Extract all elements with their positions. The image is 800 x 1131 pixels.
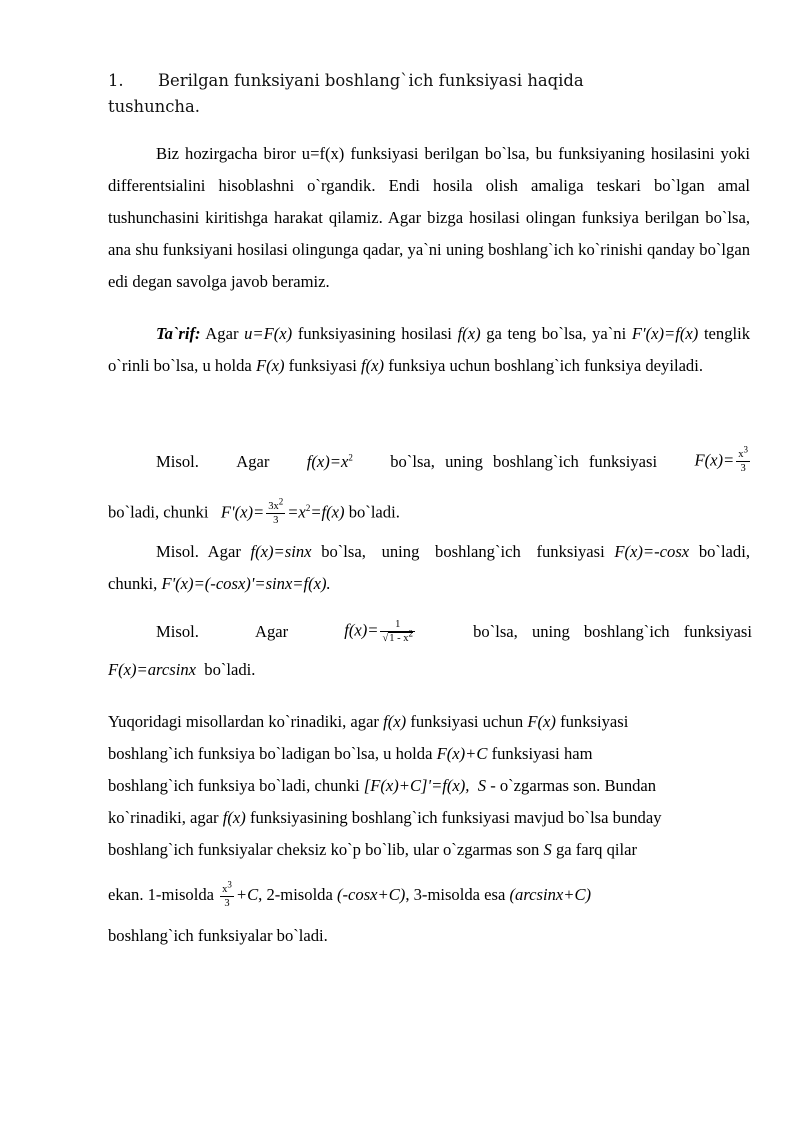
- summary-math: f(x): [222, 808, 246, 827]
- summary-text: Yuqoridagi misollardan ko`rinadiki, agar: [108, 712, 379, 731]
- example-1-line-2: [108, 496, 750, 527]
- example-3-label: Misol.: [156, 621, 199, 641]
- definition-math: u=F(x): [244, 324, 293, 343]
- summary-text: boshlang`ich funksiya bo`ladigan bo`lsa, u holda: [108, 744, 433, 763]
- example-math: F'(x)=: [220, 502, 265, 522]
- example-text: bo`ladi, chunki: [108, 502, 209, 522]
- exponent: 2: [278, 496, 284, 507]
- example-3-line-2: [108, 660, 750, 680]
- heading-title-line-2: tushuncha.: [108, 97, 200, 116]
- example-text: Agar: [207, 542, 241, 561]
- example-1-line-1: [108, 444, 752, 475]
- fraction-numerator: x: [222, 883, 228, 895]
- summary-line-5: [108, 840, 750, 860]
- definition-text: funksiyasining hosilasi: [297, 324, 452, 343]
- summary-math: S: [477, 776, 487, 795]
- definition-paragraph: [108, 318, 750, 382]
- summary-math: +C: [235, 885, 259, 904]
- summary-text: boshlang`ich funksiya bo`ladi, chunki: [108, 776, 360, 795]
- example-text: bo`ladi.: [348, 502, 400, 522]
- summary-line-4: [108, 808, 750, 828]
- definition-label: Ta`rif:: [156, 324, 201, 343]
- definition-text: ga teng bo`lsa, ya`ni: [486, 324, 627, 343]
- definition-math: f(x): [457, 324, 481, 343]
- sqrt-symbol: √: [382, 633, 389, 644]
- fraction-3x2-over-3: [266, 496, 285, 527]
- example-text: bo`ladi, chunki,: [108, 542, 750, 593]
- fraction-denominator: 3: [740, 463, 746, 474]
- summary-text: funksiyasi ham: [491, 744, 593, 763]
- summary-math: (-cosx+C): [337, 885, 406, 904]
- exponent: 3: [227, 879, 232, 890]
- example-math: f(x)=x: [306, 451, 349, 471]
- example-1-F: [694, 444, 752, 475]
- summary-math: (arcsinx+C): [509, 885, 592, 904]
- example-1-f: [307, 452, 353, 472]
- fraction-numerator: x: [738, 449, 744, 460]
- fraction-1-over-sqrt: [380, 618, 415, 645]
- definition-text: tenglik o`rinli bo`lsa, u holda: [108, 324, 751, 375]
- example-math: f(x)=sinx: [250, 542, 312, 561]
- fraction-denominator: 3: [224, 897, 230, 909]
- summary-text: funksiyasi uchun: [410, 712, 524, 731]
- fraction-x3-over-3: [736, 444, 750, 475]
- definition-text: funksiyasi: [288, 356, 357, 375]
- intro-paragraph: Biz hozirgacha biror u=f(x) funksiyasi berilgan bo`lsa, bu funksiyaning hosilasini yoki differentsialini hisoblashni o`rgandik. Endi hosila olish amaliga teskari bo`lgan amal tushunchasini kiritishga harakat qilamiz. Agar bizga hosilasi olingan funksiya berilgan bo`lsa, ana shu funksiyani hosilasi olingunga qadar, ya`ni uning boshlang`ich ko`rinishi qanday bo`lgan edi degan savolga javob beramiz.: [108, 144, 750, 291]
- example-math: F(x)=: [694, 450, 735, 470]
- summary-line-3: [108, 776, 750, 796]
- example-math: F(x)=-cosx: [614, 542, 690, 561]
- example-3-f: [344, 618, 417, 645]
- summary-text: funksiyasi: [560, 712, 629, 731]
- exponent: 2: [348, 451, 353, 462]
- summary-text: boshlang`ich funksiyalar cheksiz ko`p bo`lib, ular o`zgarmas son: [108, 840, 540, 859]
- definition-text: Agar: [205, 324, 239, 343]
- example-text: bo`ladi.: [204, 660, 256, 679]
- example-text: bo`lsa, uning boshlang`ich funksiyasi: [390, 451, 658, 471]
- fraction-denominator: 3: [273, 515, 279, 526]
- summary-text: ga farq qilar: [555, 840, 638, 859]
- summary-math: f(x): [383, 712, 407, 731]
- summary-text: ko`rinadiki, agar: [108, 808, 219, 827]
- example-1-label: Misol.: [156, 451, 199, 471]
- heading-title-line-1: Berilgan funksiyani boshlang`ich funksiyasi haqida: [158, 71, 584, 90]
- section-heading: [108, 68, 728, 120]
- summary-line-1: [108, 712, 750, 732]
- fraction-numerator: 1: [380, 618, 415, 632]
- example-text: bo`lsa, uning boshlang`ich funksiyasi: [321, 542, 605, 561]
- summary-text: ekan. 1-misolda: [108, 885, 214, 904]
- example-3-line-1: [108, 618, 752, 645]
- summary-text: - o`zgarmas son. Bundan: [490, 776, 657, 795]
- fraction-numerator: 3x: [268, 501, 279, 512]
- exponent: 2: [408, 628, 413, 639]
- heading-number: 1.: [108, 71, 124, 90]
- summary-text: , 3-misolda esa: [405, 885, 506, 904]
- example-text: bo`lsa, uning boshlang`ich funksiyasi: [473, 621, 752, 641]
- exponent: 2: [305, 502, 311, 513]
- definition-math: F(x): [255, 356, 285, 375]
- example-text: Agar: [254, 621, 289, 641]
- example-2-label: Misol.: [156, 542, 199, 561]
- example-text: Agar: [236, 451, 270, 471]
- example-math: F'(x)=(-cosx)'=sinx=f(x).: [161, 574, 331, 593]
- summary-line-2: [108, 744, 750, 764]
- example-math: =f(x): [310, 502, 345, 522]
- example-math: F(x)=arcsinx: [108, 660, 196, 679]
- fraction-denominator: 1 - x: [389, 633, 409, 644]
- definition-math: f(x): [361, 356, 385, 375]
- summary-math: [F(x)+C]'=f(x),: [363, 776, 470, 795]
- example-2-paragraph: [108, 536, 750, 600]
- fraction-x3-over-3-summary: [220, 879, 234, 910]
- summary-line-6: [108, 878, 750, 912]
- example-math: =x: [287, 502, 306, 522]
- summary-text: funksiyasining boshlang`ich funksiyasi mavjud bo`lsa bunday: [249, 808, 662, 827]
- summary-math: F(x)+C: [436, 744, 488, 763]
- summary-text: , 2-misolda: [258, 885, 333, 904]
- summary-line-7: boshlang`ich funksiyalar bo`ladi.: [108, 926, 328, 945]
- summary-math: F(x): [527, 712, 556, 731]
- example-math: f(x)=: [344, 620, 379, 640]
- heading-line-1: [108, 68, 728, 94]
- exponent: 3: [743, 444, 748, 455]
- definition-math: F′(x)=f(x): [631, 324, 699, 343]
- summary-math: S: [543, 840, 552, 859]
- definition-text: funksiya uchun boshlang`ich funksiya deyiladi.: [388, 356, 703, 375]
